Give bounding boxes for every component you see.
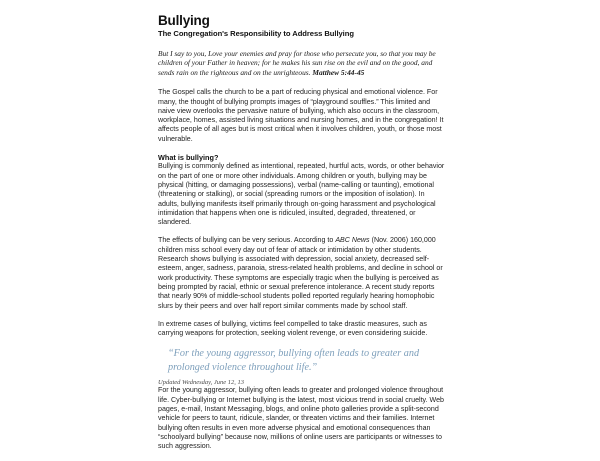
paragraph-extreme-cases: In extreme cases of bullying, victims feel compelled to take drastic measures, such as carrying weapons for protection, seeking violent revenge, or even considering suicide. bbox=[158, 319, 428, 338]
page-subtitle: The Congregation's Responsibility to Address Bullying bbox=[158, 29, 354, 38]
pull-quote: “For the young aggressor, bullying often leads to greater and prolonged violence throughout life.” bbox=[168, 348, 420, 374]
scripture-reference: Matthew 5:44-45 bbox=[312, 67, 365, 77]
paragraph-intro: The Gospel calls the church to be a part of reducing physical and emotional violence. For many, the thought of bullying prompts images of “playground souffles.” This limited and naive view overlooks the pervasive nature of bullying, which also occurs in the classroom, workplace, homes, assisted living situations and nursing homes, and in the congregation! It affects people of all ages but is most critical when it involves children, youth, or those most vulnerable. bbox=[158, 88, 444, 143]
scripture-text: But I say to you, Love your enemies and pray for those who persecute you, so that you may be children of your Father in heaven; for he makes his sun rise on the evil and on the good, and sends rain on the righteous and on the unrighteous. bbox=[158, 49, 436, 77]
scripture-quote bbox=[158, 49, 447, 77]
footer-updated-date: Updated Wednesday, June 12, 13 bbox=[158, 379, 245, 386]
document-body bbox=[158, 13, 447, 461]
effects-text-rest: (Nov. 2006) 160,000 children miss school every day out of fear of attack or intimidation by other students. Research shows bullying is associated with depression, social anxiety, decreased self-esteem, anger, sadness, paranoia, stress-related health problems, and decline in school or work productivity. These symptoms are especially tragic when the bullying is perceived as being prompted by racial, ethnic or sexual preference intolerance. A recent study reports that nearly 90% of middle-school students polled reported regularly hearing homophobic slurs by their peers and over half report similar comments made by school staff. bbox=[158, 236, 443, 310]
section-heading-what-is-bullying: What is bullying? bbox=[158, 153, 219, 162]
citation-abc-news: ABC News bbox=[335, 236, 370, 245]
effects-text-lead: The effects of bullying can be very serious. According to bbox=[158, 236, 336, 245]
paragraph-definition: Bullying is commonly defined as intentional, repeated, hurtful acts, words, or other behavior on the part of one or more other individuals. Among children or youth, bullying may be physical (hitting, or damaging possessions), verbal (name-calling or taunting), emotional (threatening or stalking), or social (spreading rumors or the imposition of isolation). In adults, bullying manifests itself primarily through on-going harassment and psychological intimidation that happens when one is ridiculed, insulted, degraded, threatened, or slandered. bbox=[158, 162, 445, 227]
paragraph-cyberbullying: For the young aggressor, bullying often leads to greater and prolonged violence throughout life. Cyber-bullying or Internet bullying is the latest, most vicious trend in social cruelty. Web pages, e-mail, Instant Messaging, blogs, and online photo galleries provide a split-second vehicle for peers to taunt, ridicule, slander, or threaten victims and their families. Internet bullying often results in even more adverse physical and emotional consequences than “schoolyard bullying” because now, millions of online users are participants or witnesses to such aggression. bbox=[158, 386, 444, 451]
page-title: Bullying bbox=[158, 13, 210, 28]
paragraph-effects bbox=[158, 236, 447, 310]
